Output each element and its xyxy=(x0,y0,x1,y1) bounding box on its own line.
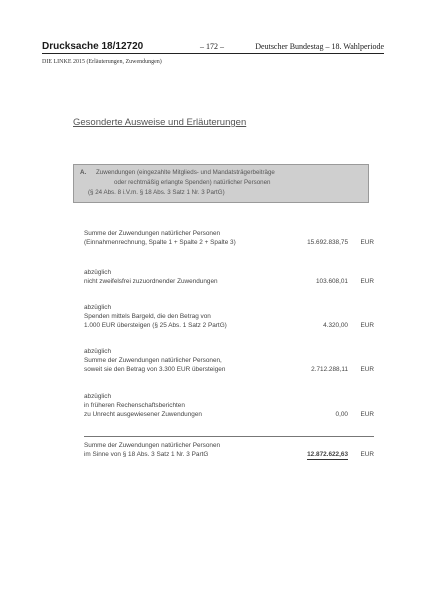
row-currency: EUR xyxy=(360,411,374,418)
document-number: Drucksache 18/12720 xyxy=(42,41,144,52)
row-label: abzüglich xyxy=(84,348,112,355)
row-amount: 0,00 xyxy=(335,411,348,418)
section-a-box xyxy=(73,164,369,203)
calculation-table xyxy=(84,230,374,470)
row-label: in früheren Rechenschaftsberichten xyxy=(84,402,185,409)
page-header xyxy=(42,41,384,54)
section-letter: A. xyxy=(80,169,87,176)
row-label: Spenden mittels Bargeld, die den Betrag von xyxy=(84,313,211,320)
row-label: im Sinne von § 18 Abs. 3 Satz 1 Nr. 3 PartG xyxy=(84,451,209,458)
row-label: Summe der Zuwendungen natürlicher Personen xyxy=(84,230,221,237)
row-amount: 2.712.288,11 xyxy=(311,366,348,373)
row-currency: EUR xyxy=(360,451,374,458)
row-currency: EUR xyxy=(360,239,374,246)
row-label: abzüglich xyxy=(84,393,112,400)
box-line: oder rechtmäßig erlangte Spenden) natürlicher Personen xyxy=(114,179,271,186)
box-line: Zuwendungen (eingezahlte Mitglieds- und Mandatsträgerbeiträge xyxy=(96,169,275,176)
row-label: 1.000 EUR übersteigen (§ 25 Abs. 1 Satz 2 PartG) xyxy=(84,322,227,329)
row-currency: EUR xyxy=(360,322,374,329)
document-subheader: DIE LINKE 2015 (Erläuterungen, Zuwendungen) xyxy=(42,59,162,65)
row-currency: EUR xyxy=(360,366,374,373)
row-label: Summe der Zuwendungen natürlicher Personen, xyxy=(84,357,222,364)
row-label: zu Unrecht ausgewiesener Zuwendungen xyxy=(84,411,202,418)
box-line: (§ 24 Abs. 8 i.V.m. § 18 Abs. 3 Satz 1 Nr. 3 PartG) xyxy=(88,189,225,196)
parliament-term: Deutscher Bundestag – 18. Wahlperiode xyxy=(255,42,384,51)
row-currency: EUR xyxy=(360,278,374,285)
row-amount: 15.692.838,75 xyxy=(307,239,348,246)
row-label: soweit sie den Betrag von 3.300 EUR übersteigen xyxy=(84,366,226,373)
row-label: nicht zweifelsfrei zuzuordnender Zuwendungen xyxy=(84,278,218,285)
total-divider xyxy=(84,436,374,437)
row-amount: 12.872.622,63 xyxy=(307,451,348,458)
row-amount: 103.608,01 xyxy=(316,278,348,285)
section-title: Gesonderte Ausweise und Erläuterungen xyxy=(73,117,247,128)
row-label: Summe der Zuwendungen natürlicher Personen xyxy=(84,442,221,449)
page-number: – 172 – xyxy=(200,42,224,51)
row-amount: 4.320,00 xyxy=(323,322,348,329)
row-label: abzüglich xyxy=(84,304,112,311)
row-label: abzüglich xyxy=(84,269,112,276)
row-label: (Einnahmenrechnung, Spalte 1 + Spalte 2 + Spalte 3) xyxy=(84,239,236,246)
